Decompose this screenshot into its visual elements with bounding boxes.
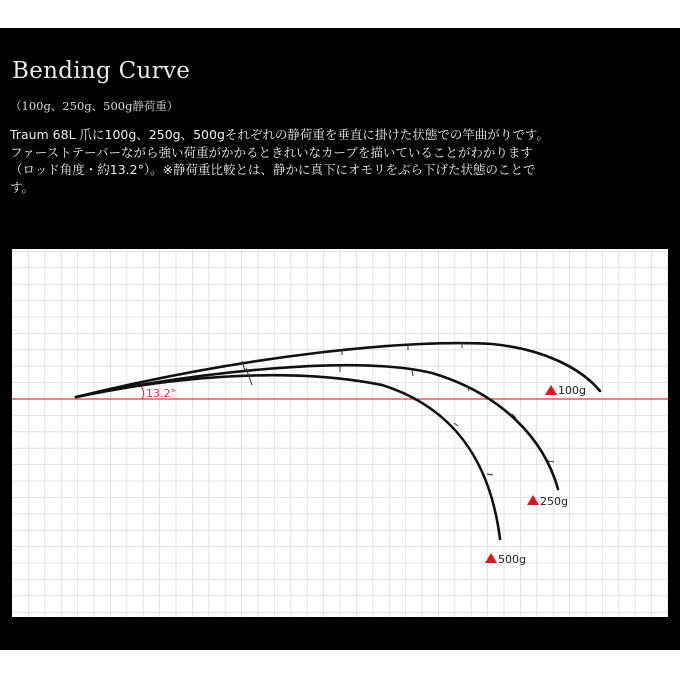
description-line: す。 bbox=[10, 179, 35, 195]
rod-guides bbox=[242, 342, 554, 475]
description-line: （ロッド角度・約13.2°）。※静荷重比較とは、静かに真下にオモリをぶら下げた状態のことで bbox=[10, 162, 536, 177]
marker-250g-icon bbox=[527, 495, 539, 505]
description bbox=[10, 126, 674, 196]
grid bbox=[12, 249, 668, 617]
marker-100g-icon bbox=[545, 385, 557, 395]
load-label-250g: 250g bbox=[540, 495, 568, 508]
load-label-500g: 500g bbox=[498, 553, 526, 566]
content-panel bbox=[0, 28, 680, 650]
page-title: Bending Curve bbox=[12, 58, 191, 84]
description-line: ファーストテーパーながら強い荷重がかかるときれいなカーブを描いていることがわかります bbox=[10, 144, 533, 160]
bending-curve-diagram bbox=[12, 249, 668, 617]
rod-curve-500g bbox=[76, 375, 500, 539]
load-label-100g: 100g bbox=[558, 384, 586, 397]
description-line: Traum 68L 爪に100g、250g、500gそれぞれの静荷重を垂直に掛けた状態での竿曲がりです。 bbox=[10, 127, 549, 142]
page-subtitle: （100g、250g、500g静荷重） bbox=[10, 99, 179, 113]
angle-label: 13.2° bbox=[146, 387, 176, 400]
marker-500g-icon bbox=[485, 553, 497, 563]
